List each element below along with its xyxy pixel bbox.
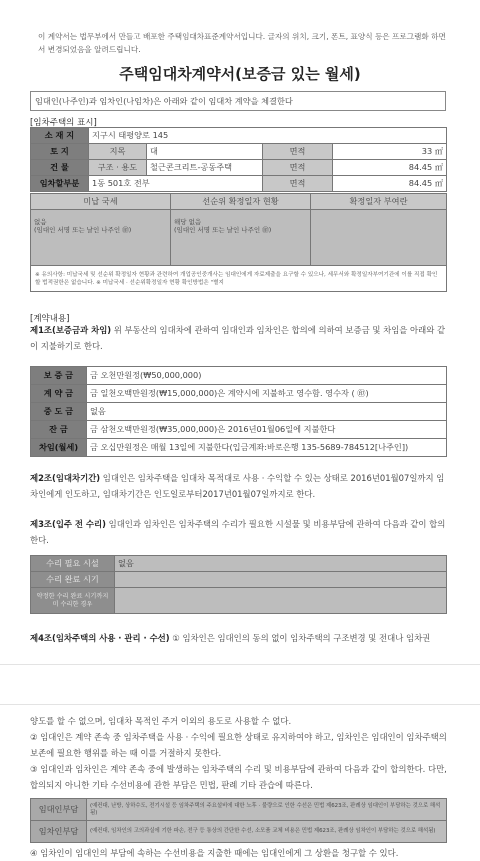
article-3-text: 임대인과 임차인은 임차주택의 수리가 필요한 시설물 및 비용부담에 관하여 다음과 같이 합의한다. xyxy=(30,519,446,545)
location-value: 지구시 태평양로 145 xyxy=(89,128,447,144)
article-4-para-2: ② 임대인은 계약 존속 중 임차주택을 사용 · 수익에 필요한 상태로 유지하여야 하고, 임차인은 임대인이 임차주택의 보존에 필요한 행위를 하는 때 이를 거절하지 못한다. xyxy=(30,732,447,758)
property-section-title: [임차주택의 표시] xyxy=(30,118,97,128)
article-3-title: 제3조(입주 전 수리) xyxy=(30,519,106,529)
article-4-title: 제4조(임차주택의 사용 · 관리 · 수선) xyxy=(30,633,170,643)
land-area-value: 33 ㎡ xyxy=(333,144,447,160)
balance-value: 금 삼천오백만원정(₩35,000,000)은 2016년01월06일에 지불한다 xyxy=(87,421,447,439)
monthly-rent-value: 금 오십만원정은 매월 13일에 지불한다(입금계좌:바로은행 135-5689-784512[나주인]) xyxy=(87,439,447,457)
land-type-value: 대 xyxy=(147,144,263,160)
deposit-label: 보 증 금 xyxy=(31,367,87,385)
down-payment-value: 금 일천오백만원정(₩15,000,000)은 계약시에 지불하고 영수함. 영수자 ( ㊞) xyxy=(87,385,447,403)
tax-unpaid-header: 미납 국세 xyxy=(31,194,171,210)
land-label: 토 지 xyxy=(31,144,89,160)
land-area-label: 면적 xyxy=(263,144,333,160)
article-1-text: 위 부동산의 임대차에 관하여 임대인과 임차인은 합의에 의하여 보증금 및 차임을 아래와 같이 지불하기로 한다. xyxy=(30,325,446,351)
priority-header: 선순위 확정일자 현황 xyxy=(171,194,311,210)
article-4-text: ① 임차인은 임대인의 동의 없이 임차주택의 구조변경 및 전대나 임차권 xyxy=(169,633,431,643)
article-1 xyxy=(30,322,450,354)
priority-none-text: 해당 없음 xyxy=(174,218,202,226)
page-title: 주택임대차계약서(보증금 있는 월세) xyxy=(119,65,361,83)
tax-unpaid-cell xyxy=(31,210,171,266)
down-payment-label: 계 약 금 xyxy=(31,385,87,403)
repair-fail-label: 약정한 수리 완료 시기까지 미 수리한 경우 xyxy=(31,588,115,614)
repair-burden-table xyxy=(30,798,447,843)
lease-part-value: 1동 501호 전부 xyxy=(89,176,263,192)
repair-done-value xyxy=(115,572,447,588)
article-2-text: 임대인은 임차주택을 임대차 목적대로 사용 · 수익할 수 있는 상태로 2016년01월07일까지 임차인에게 인도하고, 임대차기간은 인도일로부터2017년01월07일까지로 한다. xyxy=(30,473,445,499)
tax-priority-table xyxy=(30,193,447,292)
property-table xyxy=(30,127,447,192)
building-label: 건 물 xyxy=(31,160,89,176)
lease-area-value: 84.45 ㎡ xyxy=(333,176,447,192)
contract-page-2 xyxy=(0,705,480,858)
intro-statement: 임대인(나주인)과 임차인(나임차)은 아래와 같이 임대차 계약을 체결한다 xyxy=(30,91,446,111)
fixed-date-header: 확정일자 부여란 xyxy=(311,194,447,210)
property-footnote: ※ 유의사항: 미납국세 및 선순위 확정일자 현황과 관련하여 개업공인중개사는 임대인에게 자료제출을 요구할 수 있으나, 세무서와 확정일자부여기관에 이를 직접 확인할 법적권한은 없습니다. ※ 미납국세 · 선순위확정일자 현황 확인방법은 "별지 xyxy=(31,266,447,292)
interim-payment-value: 없음 xyxy=(87,403,447,421)
article-1-title: 제1조(보증금과 차임) xyxy=(30,325,112,335)
article-4 xyxy=(30,630,460,646)
notice-text: 이 계약서는 법무부에서 만들고 배포한 주택임대차표준계약서입니다. 글자의 위치, 크기, 폰트, 표양식 등은 프로그램화 하면서 변경되었음을 알려드립니다. xyxy=(38,32,446,54)
repair-done-label: 수리 완료 시기 xyxy=(31,572,115,588)
contract-section-title: [계약내용] xyxy=(30,314,70,324)
interim-payment-label: 중 도 금 xyxy=(31,403,87,421)
structure-value: 철근콘크리트-공동주택 xyxy=(147,160,263,176)
land-type-label: 지목 xyxy=(89,144,147,160)
repair-table xyxy=(30,555,447,614)
lease-part-label: 임차할부분 xyxy=(31,176,89,192)
lessee-burden-text: (예컨대, 임차인의 고의과실에 기한 파손, 전구 등 통상의 간단한 수선, 소모품 교체 비용은 민법 제623조, 판례상 임차인이 부담하는 것으로 해석됨) xyxy=(87,821,447,843)
article-2 xyxy=(30,470,450,502)
balance-label: 잔 금 xyxy=(31,421,87,439)
fixed-date-cell xyxy=(311,210,447,266)
page-separator xyxy=(0,664,480,705)
monthly-rent-label: 차임(월세) xyxy=(31,439,87,457)
repair-fail-value xyxy=(115,588,447,614)
article-4-para-3: ③ 임대인과 임차인은 계약 존속 중에 발생하는 임차주택의 수리 및 비용부담에 관하여 다음과 같이 합의한다. 다만, 합의되지 아니한 기타 수선비용에 관한 부담은 민법, 판례 기타 관습에 따른다. xyxy=(30,764,447,790)
repair-needed-value: 없음 xyxy=(115,556,447,572)
building-area-label: 면적 xyxy=(263,160,333,176)
location-label: 소 재 지 xyxy=(31,128,89,144)
lessor-burden-label: 임대인부담 xyxy=(31,799,87,821)
repair-needed-label: 수리 필요 시설 xyxy=(31,556,115,572)
priority-cell xyxy=(171,210,311,266)
tax-sign-text: (임대인 서명 또는 날인 나주인 ㊞) xyxy=(34,226,132,234)
deposit-value: 금 오천만원정(₩50,000,000) xyxy=(87,367,447,385)
article-3 xyxy=(30,516,450,548)
building-area-value: 84.45 ㎡ xyxy=(333,160,447,176)
tax-none-text: 없음 xyxy=(34,218,47,226)
lessor-burden-text: (예컨대, 난방, 상하수도, 전기시설 등 임차주택의 주요설비에 대한 노후 · 불량으로 인한 수선은 민법 제623조, 판례상 임대인이 부담하는 것으로 해석됨) xyxy=(87,799,447,821)
structure-label: 구조 · 용도 xyxy=(89,160,147,176)
article-2-title: 제2조(임대차기간) xyxy=(30,473,101,483)
priority-sign-text: (임대인 서명 또는 날인 나주인 ㊞) xyxy=(174,226,272,234)
lessee-burden-label: 임차인부담 xyxy=(31,821,87,843)
lease-area-label: 면적 xyxy=(263,176,333,192)
article-4-continued: 양도를 할 수 없으며, 임대차 목적인 주거 이외의 용도로 사용할 수 없다. xyxy=(30,716,292,726)
payment-table xyxy=(30,366,447,457)
article-4-para-4: ④ 임차인이 임대인의 부담에 속하는 수선비용을 지출한 때에는 임대인에게 그 상환을 청구할 수 있다. xyxy=(30,848,399,858)
